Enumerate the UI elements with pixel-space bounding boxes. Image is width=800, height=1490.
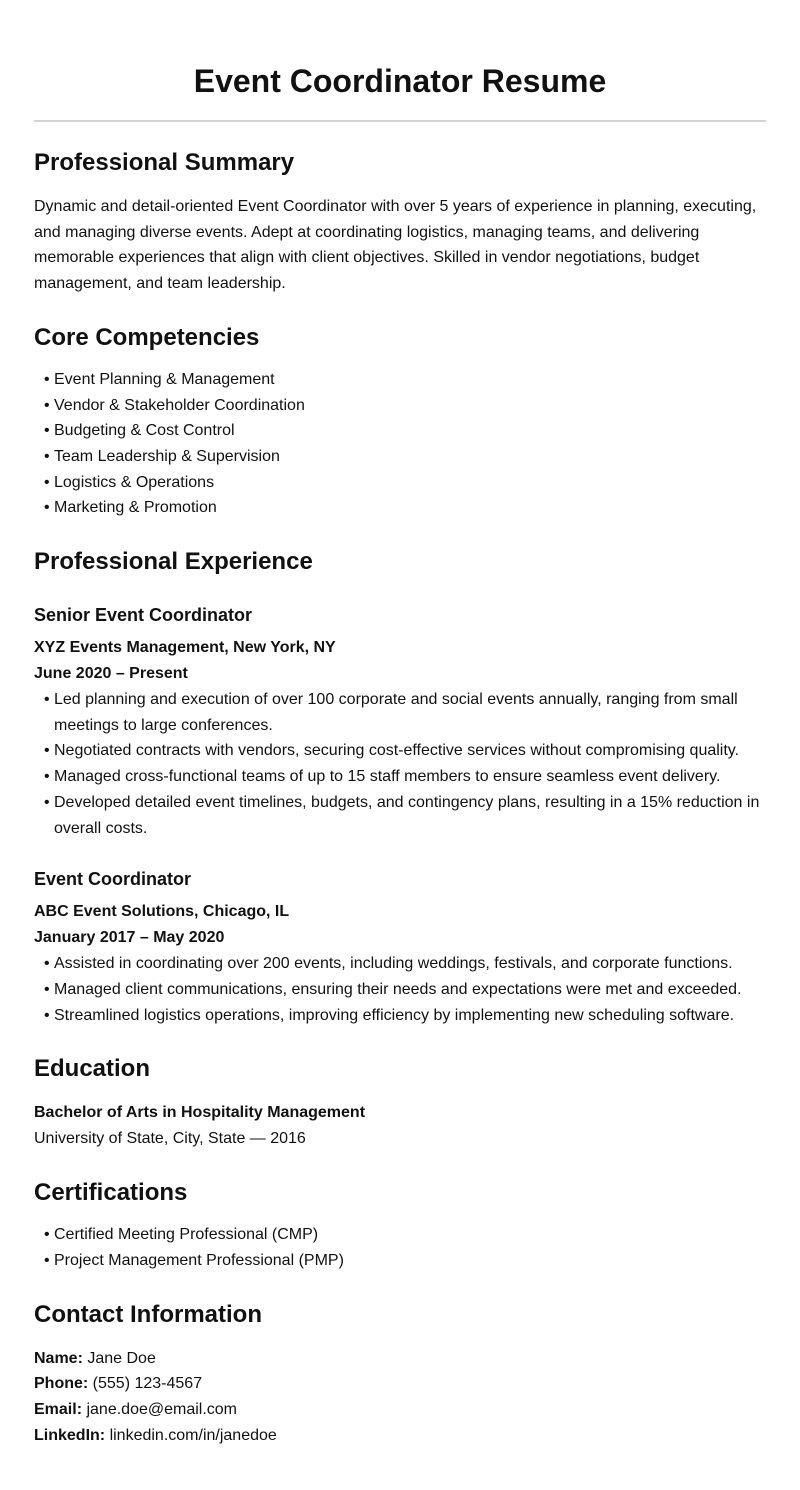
certifications-list [34, 1222, 766, 1273]
list-item: • Led planning and execution of over 100 corporate and social events annually, ranging from small meetings to large conferences. [44, 687, 766, 738]
list-item: • Event Planning & Management [44, 367, 766, 393]
list-item: • Negotiated contracts with vendors, securing cost-effective services without compromising quality. [44, 738, 766, 764]
list-item: • Assisted in coordinating over 200 events, including weddings, festivals, and corporate functions. [44, 951, 766, 977]
title-divider [34, 120, 766, 122]
list-item: • Team Leadership & Supervision [44, 444, 766, 470]
summary-heading: Professional Summary [34, 149, 295, 176]
contact-name-value: Jane Doe [87, 1349, 156, 1367]
contact-phone-label: Phone: [34, 1375, 89, 1393]
contact-linkedin-label: LinkedIn: [34, 1426, 106, 1444]
education-school: University of State, City, State — 2016 [34, 1130, 306, 1148]
list-item: • Managed client communications, ensuring their needs and expectations were met and exceeded. [44, 977, 766, 1003]
contact-heading: Contact Information [34, 1300, 262, 1328]
job-dates: June 2020 – Present [34, 665, 188, 683]
competencies-list [34, 367, 766, 521]
contact-details [34, 1346, 766, 1449]
contact-email-row [34, 1397, 766, 1423]
list-item: • Vendor & Stakeholder Coordination [44, 393, 766, 419]
job-bullets [34, 687, 766, 841]
job-company: XYZ Events Management, New York, NY [34, 639, 336, 657]
education-heading: Education [34, 1055, 151, 1083]
job-dates: January 2017 – May 2020 [34, 929, 225, 947]
contact-linkedin-row [34, 1423, 766, 1449]
contact-linkedin-value: linkedin.com/in/janedoe [109, 1426, 277, 1444]
list-item: • Certified Meeting Professional (CMP) [44, 1222, 766, 1248]
contact-email-label: Email: [34, 1401, 83, 1419]
job-entry [34, 867, 766, 1028]
job-title: Senior Event Coordinator [34, 605, 253, 626]
summary-section [34, 148, 766, 297]
job-company: ABC Event Solutions, Chicago, IL [34, 903, 290, 921]
competencies-section [34, 323, 766, 521]
contact-name-label: Name: [34, 1349, 83, 1367]
list-item: • Project Management Professional (PMP) [44, 1248, 766, 1274]
list-item: • Developed detailed event timelines, budgets, and contingency plans, resulting in a 15% reduction in overall costs. [44, 790, 766, 841]
list-item: • Marketing & Promotion [44, 495, 766, 521]
list-item: • Managed cross-functional teams of up to 15 staff members to ensure seamless event delivery. [44, 764, 766, 790]
experience-heading: Professional Experience [34, 548, 313, 576]
job-entry [34, 603, 766, 841]
list-item: • Logistics & Operations [44, 470, 766, 496]
contact-section [34, 1300, 766, 1449]
contact-email-value: jane.doe@email.com [86, 1401, 238, 1419]
certifications-heading: Certifications [34, 1179, 188, 1207]
certifications-section [34, 1178, 766, 1273]
list-item: • Streamlined logistics operations, improving efficiency by implementing new scheduling software. [44, 1003, 766, 1029]
job-bullets [34, 951, 766, 1028]
contact-phone-row [34, 1371, 766, 1397]
job-title: Event Coordinator [34, 869, 192, 890]
education-section [34, 1054, 766, 1152]
experience-section [34, 547, 766, 1028]
list-item: • Budgeting & Cost Control [44, 418, 766, 444]
education-degree: Bachelor of Arts in Hospitality Management [34, 1104, 366, 1122]
contact-name-row [34, 1346, 766, 1372]
page-title: Event Coordinator Resume [193, 63, 607, 99]
summary-text: Dynamic and detail-oriented Event Coordinator with over 5 years of experience in planning, executing, and managing diverse events. Adept at coordinating logistics, managing teams, and delivering memorable experiences that align with client objectives. Skilled in vendor negotiations, budget management, and team leadership. [34, 198, 757, 293]
contact-phone-value: (555) 123-4567 [92, 1375, 203, 1393]
competencies-heading: Core Competencies [34, 323, 260, 351]
